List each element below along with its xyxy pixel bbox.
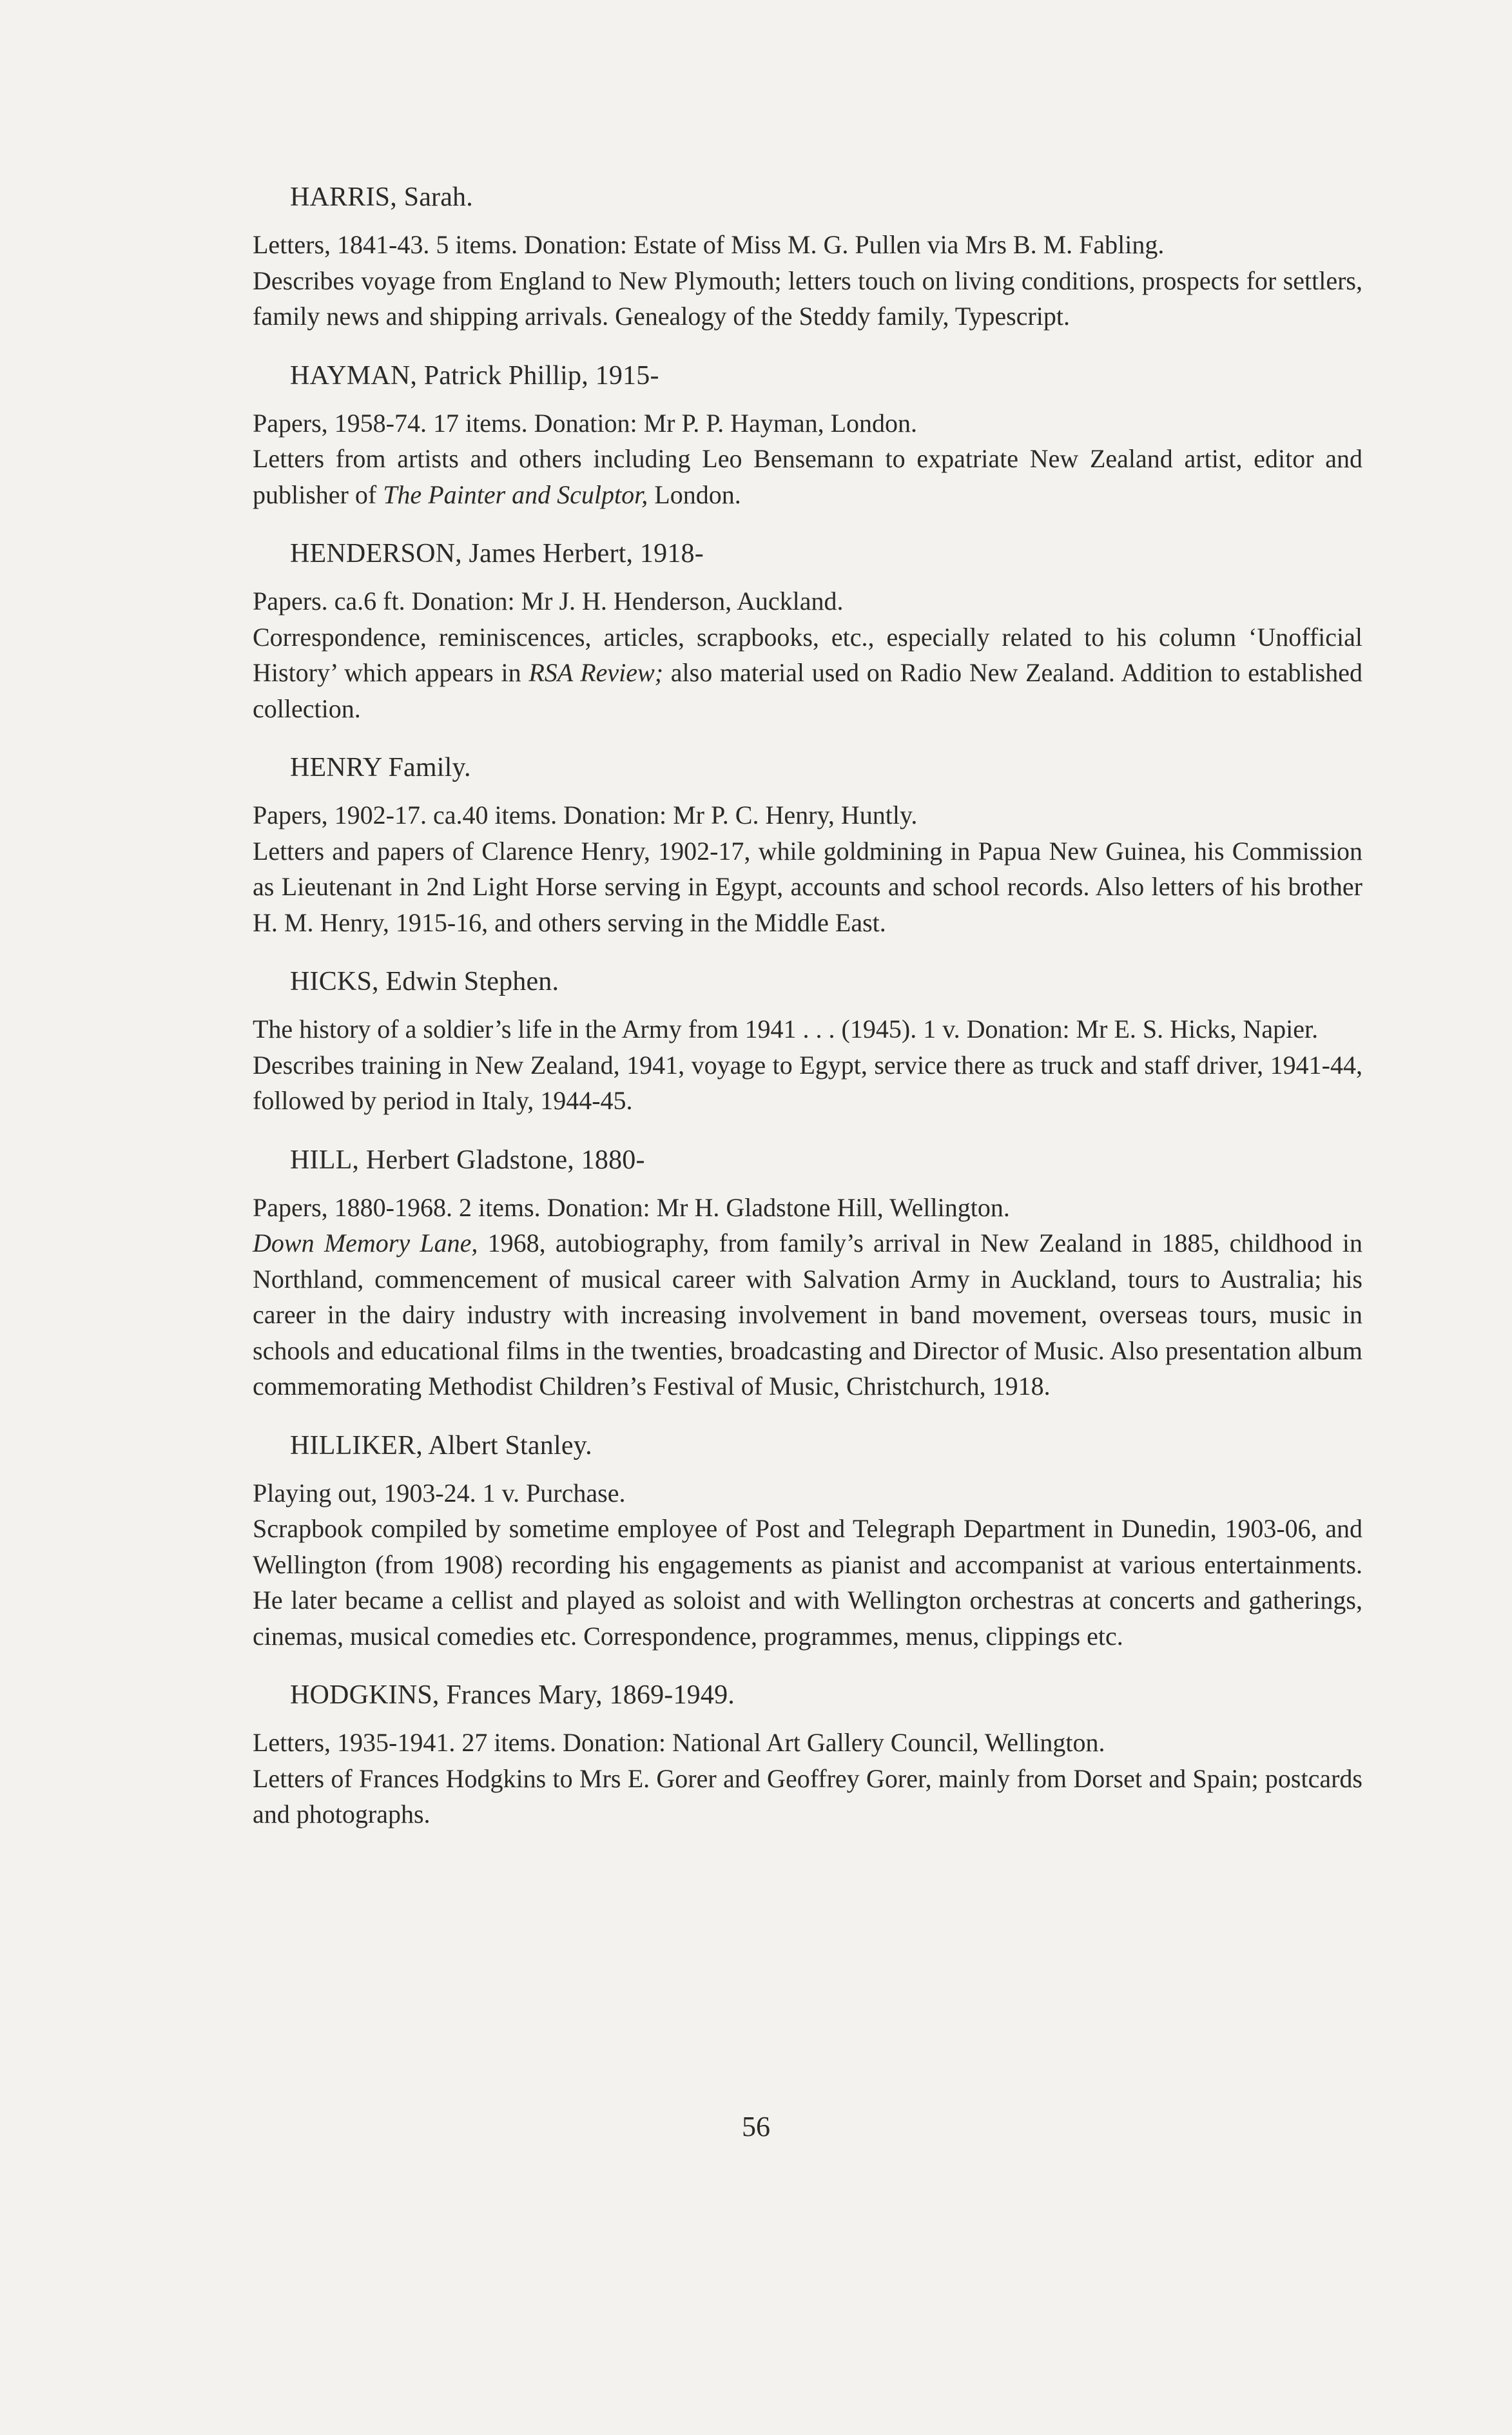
entry-hicks (253, 964, 1362, 1119)
page-number: 56 (742, 2111, 770, 2142)
entry-henry (253, 750, 1362, 940)
entry-text: 1968, autobiography, from family’s arrival in New Zealand in 1885, childhood in Northland, commencement of musical career with Salvation Army in Auckland, tours to Australia; his career in the dairy industry with increasing involvement in band movement, overseas tours, music in schools and educational films in the twenties, broadcasting and Director of Music. Also presentation album commemorating Methodist Children’s Festival of Music, Christchurch, 1918. (253, 1228, 1362, 1401)
entry-heading: HENRY Family. (290, 753, 471, 782)
publication-title: Down Memory Lane, (253, 1228, 478, 1257)
entry-text: London. (648, 480, 741, 509)
entry-line (253, 619, 1362, 727)
entry-line: Letters, 1935-1941. 27 items. Donation: National Art Gallery Council, Wellington. (253, 1728, 1105, 1757)
entry-text: Correspondence, reminiscences, articles, scrapbooks, etc., especially related to his column ‘Unofficial History’ which appears in (253, 622, 1362, 687)
entry-line: Letters and papers of Clarence Henry, 1902-17, while goldmining in Papua New Guinea, his Commission as Lieutenant in 2nd Light Horse serving in Egypt, accounts and school records. Also letters of his brother H. M. Henry, 1915-16, and others serving in the Middle East. (253, 836, 1362, 937)
entry-hayman (253, 358, 1362, 513)
entry-hill (253, 1142, 1362, 1404)
document-page (253, 179, 1362, 1832)
entry-heading: HILLIKER, Albert Stanley. (290, 1430, 592, 1460)
entry-heading: HAYMAN, Patrick Phillip, 1915- (290, 360, 659, 391)
entry-text: Letters from artists and others including Leo Bensemann to expatriate New Zealand artist, editor and publisher of (253, 444, 1362, 509)
publication-title: The Painter and Sculptor, (383, 480, 648, 509)
entry-line: Papers, 1880-1968. 2 items. Donation: Mr H. Gladstone Hill, Wellington. (253, 1192, 1010, 1222)
entry-line (253, 1225, 1362, 1404)
entry-line: Papers, 1902-17. ca.40 items. Donation: Mr P. C. Henry, Huntly. (253, 800, 918, 829)
entry-line: Describes training in New Zealand, 1941, voyage to Egypt, service there as truck and staff driver, 1941-44, followed by period in Italy, 1944-45. (253, 1050, 1362, 1115)
entry-line: Scrapbook compiled by sometime employee of Post and Telegraph Department in Dunedin, 1903-06, and Wellington (from 1908) recording his engagements as pianist and accompanist at various entertainments. He later became a cellist and played as soloist and with Wellington orchestras at concerts and gatherings, cinemas, musical comedies etc. Correspondence, programmes, menus, clippings etc. (253, 1514, 1362, 1651)
entry-henderson (253, 536, 1362, 726)
entry-heading: HARRIS, Sarah. (290, 182, 473, 212)
entry-hodgkins (253, 1677, 1362, 1832)
entry-line: Playing out, 1903-24. 1 v. Purchase. (253, 1478, 626, 1508)
entry-text: also material used on Radio New Zealand. Addition to established collection. (253, 658, 1363, 723)
entry-line: Papers. ca.6 ft. Donation: Mr J. H. Henderson, Auckland. (253, 587, 844, 616)
entry-hilliker (253, 1428, 1362, 1654)
entry-heading: HODGKINS, Frances Mary, 1869-1949. (290, 1680, 735, 1710)
entry-line: Describes voyage from England to New Plymouth; letters touch on living conditions, prospects for settlers, family news and shipping arrivals. Genealogy of the Steddy family, Typescript. (253, 266, 1362, 331)
entry-line: The history of a soldier’s life in the Army from 1941 . . . (1945). 1 v. Donation: Mr E. S. Hicks, Napier. (253, 1014, 1319, 1043)
entry-line: Papers, 1958-74. 17 items. Donation: Mr P. P. Hayman, London. (253, 408, 918, 438)
entry-heading: HICKS, Edwin Stephen. (290, 967, 559, 996)
entry-line: Letters of Frances Hodgkins to Mrs E. Gorer and Geoffrey Gorer, mainly from Dorset and Spain; postcards and photographs. (253, 1763, 1362, 1829)
publication-title: RSA Review; (528, 658, 664, 687)
entry-line (253, 441, 1362, 512)
entry-harris (253, 179, 1362, 335)
entry-line: Letters, 1841-43. 5 items. Donation: Estate of Miss M. G. Pullen via Mrs B. M. Fabling. (253, 230, 1165, 259)
entry-heading: HILL, Herbert Gladstone, 1880- (290, 1145, 645, 1175)
entry-heading: HENDERSON, James Herbert, 1918- (290, 539, 704, 568)
